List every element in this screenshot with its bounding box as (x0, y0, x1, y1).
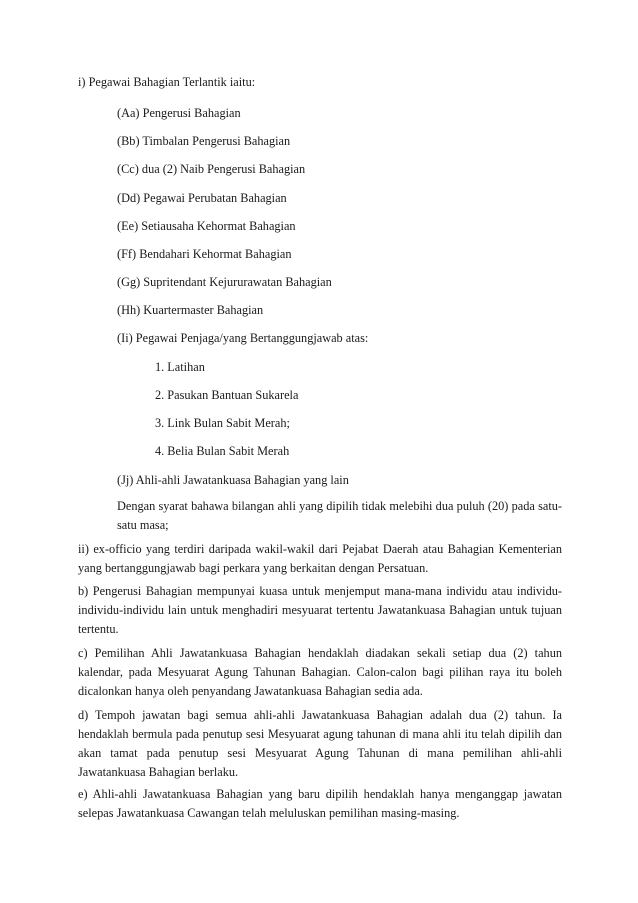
officer-item-hh: (Hh) Kuartermaster Bahagian (117, 303, 264, 317)
officer-item-ii: (Ii) Pegawai Penjaga/yang Bertanggungjawab atas: (117, 331, 369, 345)
sub-item-pasukan: 2. Pasukan Bantuan Sukarela (155, 388, 299, 402)
paragraph-b: b) Pengerusi Bahagian mempunyai kuasa untuk menjemput mana-mana individu atau individu-individu-individu lain untuk menghadiri mesyuarat tertentu Jawatankuasa Bahagian untuk tujuan tertentu. (78, 584, 562, 636)
sub-item-latihan: 1. Latihan (155, 360, 205, 374)
officer-item-ee: (Ee) Setiausaha Kehormat Bahagian (117, 219, 296, 233)
officer-item-cc: (Cc) dua (2) Naib Pengerusi Bahagian (117, 162, 306, 176)
condition-paragraph: Dengan syarat bahawa bilangan ahli yang dipilih tidak melebihi dua puluh (20) pada satu-satu masa; (117, 499, 562, 532)
paragraph-ii: ii) ex-officio yang terdiri daripada wakil-wakil dari Pejabat Daerah atau Bahagian Kementerian yang bertanggungjawab bagi perkara yang berkaitan dengan Persatuan. (78, 542, 562, 575)
officer-item-ff: (Ff) Bendahari Kehormat Bahagian (117, 247, 292, 261)
officer-item-dd: (Dd) Pegawai Perubatan Bahagian (117, 191, 287, 205)
section-heading: i) Pegawai Bahagian Terlantik iaitu: (78, 75, 256, 89)
officer-item-aa: (Aa) Pengerusi Bahagian (117, 106, 241, 120)
paragraph-c: c) Pemilihan Ahli Jawatankuasa Bahagian hendaklah diadakan sekali setiap dua (2) tahun kalendar, pada Mesyuarat Agung Tahunan Bahagian. Calon-calon bagi pilihan raya itu boleh dicalonkan hanya oleh penyandang Jawatankuasa Bahagian sedia ada. (78, 646, 562, 698)
officer-item-gg: (Gg) Supritendant Kejururawatan Bahagian (117, 275, 332, 289)
officer-item-jj: (Jj) Ahli-ahli Jawatankuasa Bahagian yang lain (117, 473, 349, 487)
paragraph-d: d) Tempoh jawatan bagi semua ahli-ahli Jawatankuasa Bahagian adalah dua (2) tahun. Ia hendaklah bermula pada penutup sesi Mesyuarat agung tahunan di mana ahli itu telah dipilih dan akan tamat pada penutup sesi Mesyuarat Agung Tahunan di mana pemilihan ahli-ahli Jawatankuasa Bahagian berlaku. (78, 708, 562, 779)
officer-item-bb: (Bb) Timbalan Pengerusi Bahagian (117, 134, 291, 148)
sub-item-belia: 4. Belia Bulan Sabit Merah (155, 444, 290, 458)
paragraph-e: e) Ahli-ahli Jawatankuasa Bahagian yang baru dipilih hendaklah hanya menganggap jawatan selepas Jawatankuasa Cawangan telah meluluskan pemilihan masing-masing. (78, 787, 562, 820)
sub-item-link: 3. Link Bulan Sabit Merah; (155, 416, 290, 430)
